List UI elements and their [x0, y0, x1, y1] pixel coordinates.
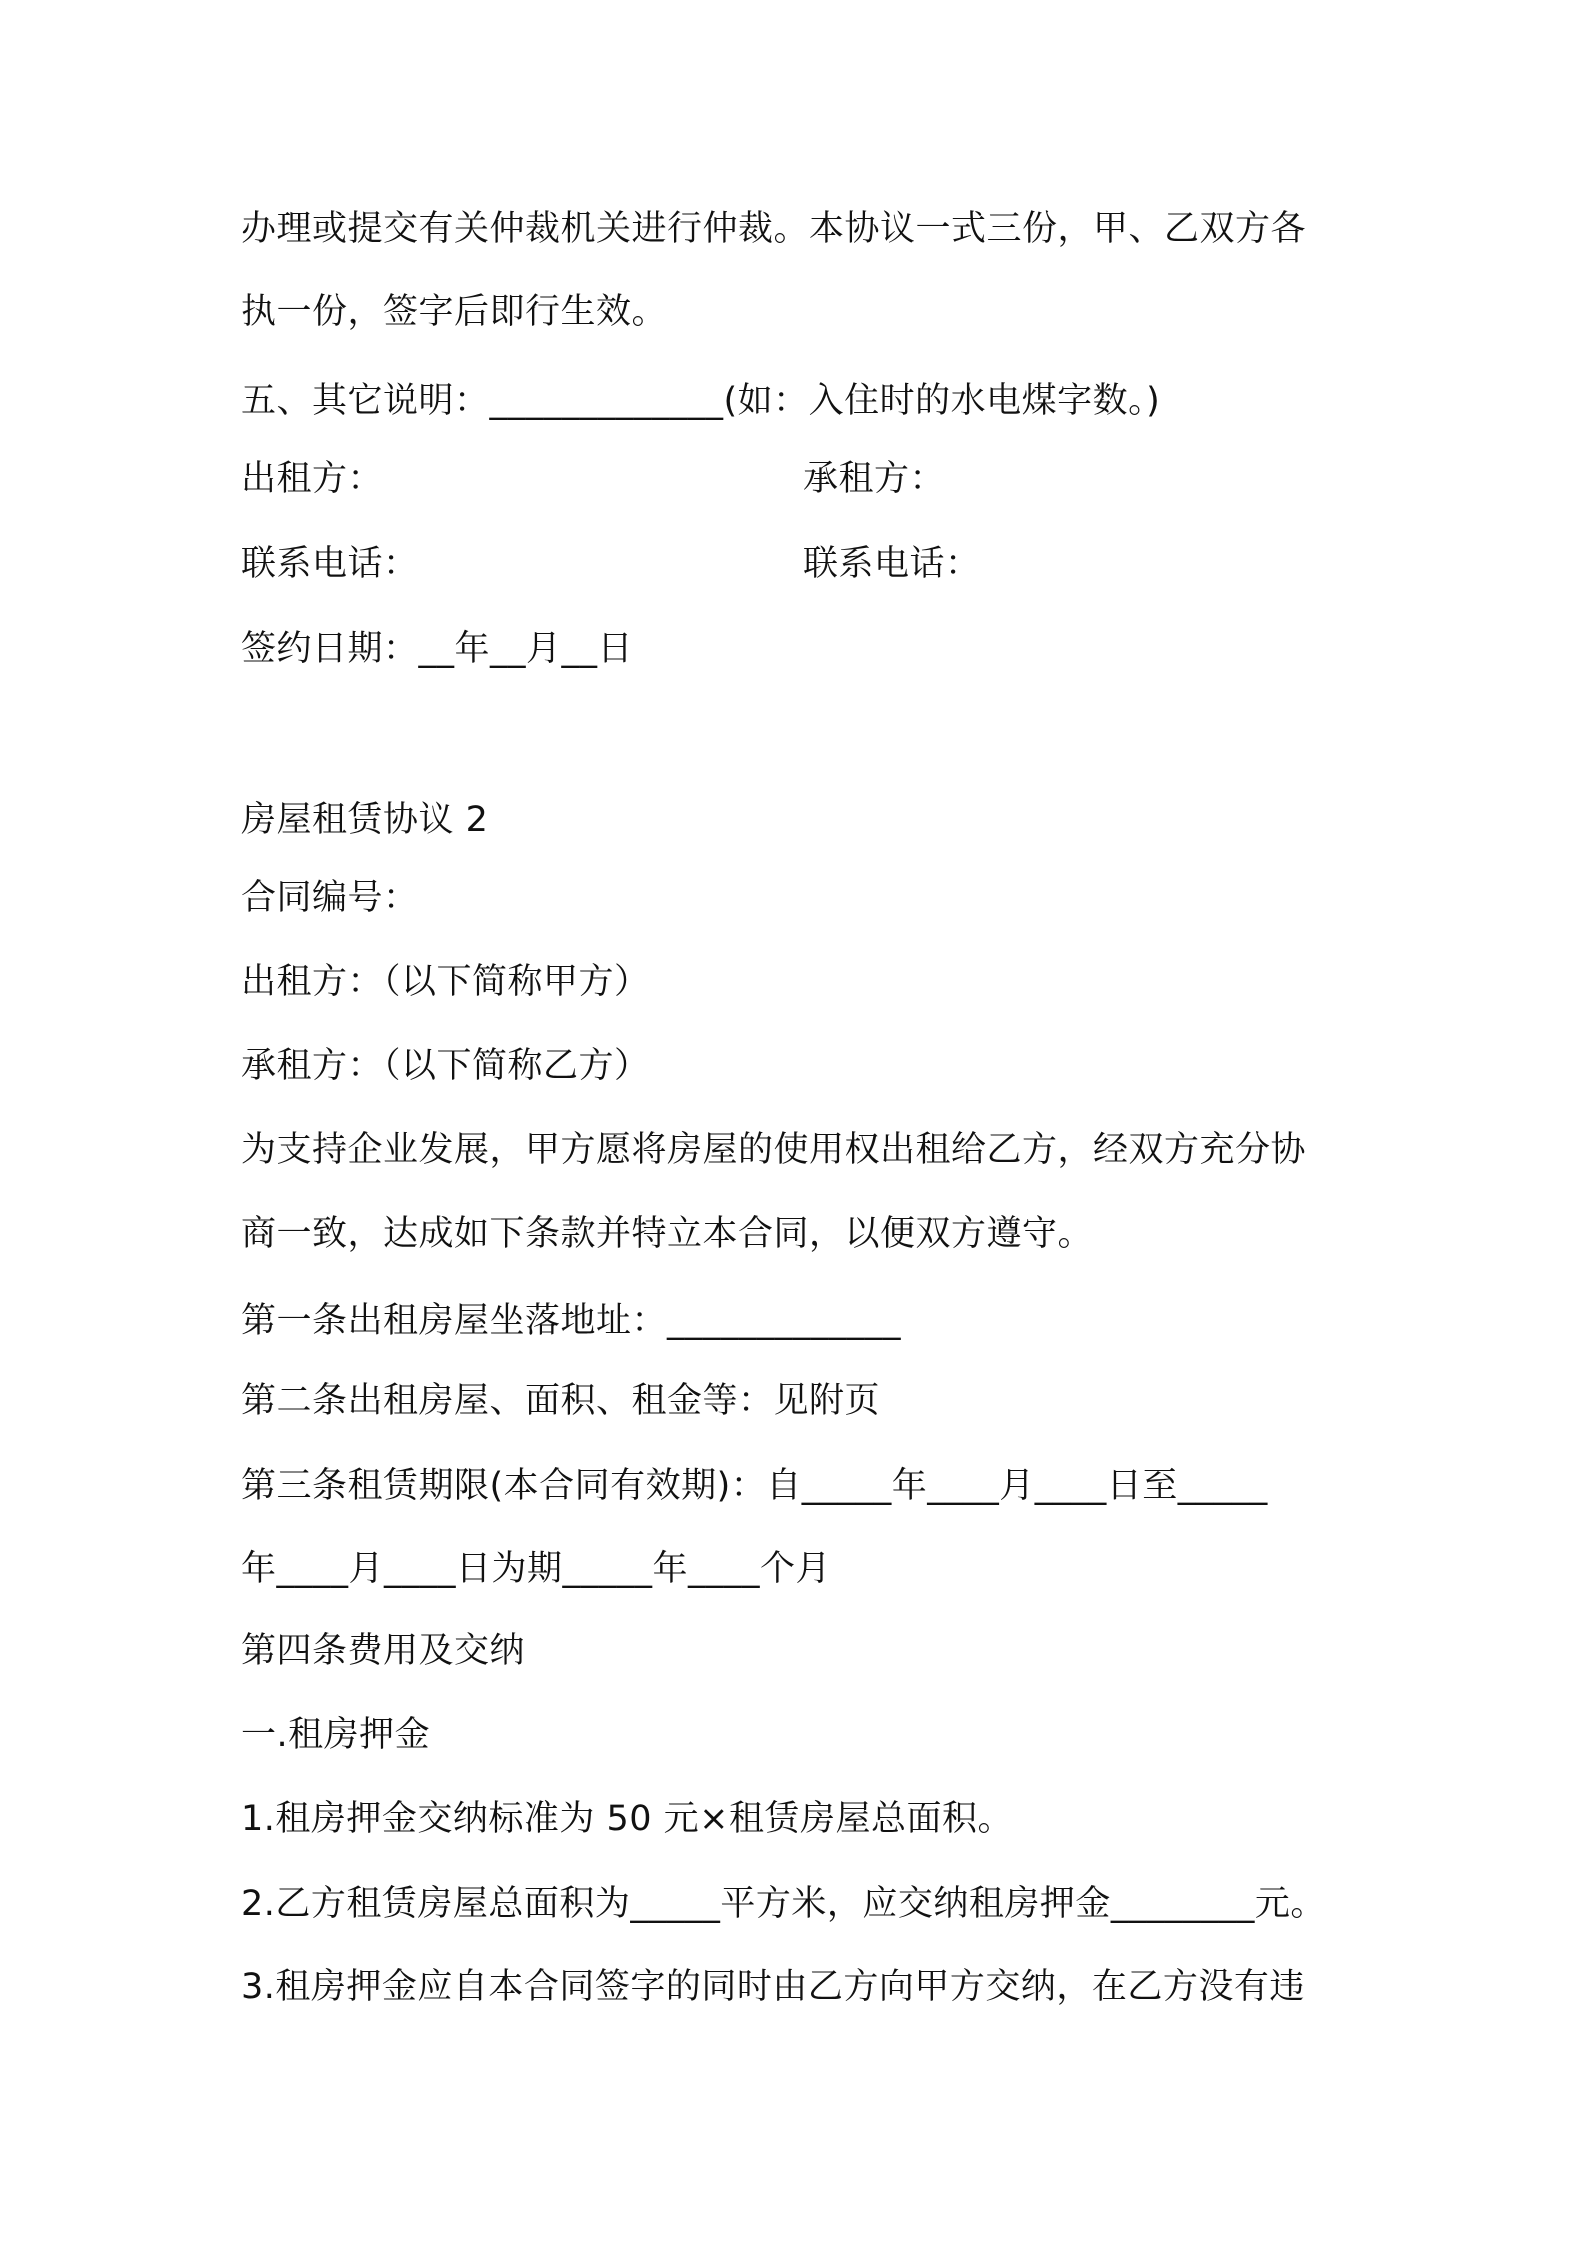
deposit-item-1: 1.租房押金交纳标准为 50 元×租赁房屋总面积。 — [241, 1799, 1014, 1839]
arbitration-text-line-2: 执一份，签字后即行生效。 — [241, 292, 668, 332]
lessor-phone-label: 联系电话： — [241, 544, 419, 584]
lessee-party-line: 承租方：（以下简称乙方） — [241, 1046, 650, 1086]
other-notes-line: 五、其它说明：_____________(如：入住时的水电煤字数。) — [241, 381, 1161, 421]
sign-date-line: 签约日期：__年__月__日 — [241, 629, 634, 669]
lessor-signature-label: 出租方： — [241, 459, 384, 499]
article-3-term-line-1: 第三条租赁期限(本合同有效期)：自_____年____月____日至_____ — [241, 1466, 1268, 1506]
agreement-title: 房屋租赁协议 2 — [241, 800, 489, 840]
deposit-heading: 一.租房押金 — [241, 1715, 431, 1755]
lessee-signature-label: 承租方： — [803, 459, 946, 499]
article-4-heading: 第四条费用及交纳 — [241, 1631, 526, 1671]
deposit-item-2: 2.乙方租赁房屋总面积为_____平方米，应交纳租房押金________元。 — [241, 1884, 1326, 1924]
contract-number-label: 合同编号： — [241, 878, 419, 918]
article-3-term-line-2: 年____月____日为期_____年____个月 — [241, 1549, 832, 1589]
arbitration-text-line-1: 办理或提交有关仲裁机关进行仲裁。本协议一式三份，甲、乙双方各 — [241, 209, 1307, 249]
article-1-address: 第一条出租房屋坐落地址：_____________ — [241, 1301, 902, 1341]
article-2-area-rent: 第二条出租房屋、面积、租金等：见附页 — [241, 1381, 881, 1421]
intro-text-line-2: 商一致，达成如下条款并特立本合同，以便双方遵守。 — [241, 1214, 1094, 1254]
intro-text-line-1: 为支持企业发展，甲方愿将房屋的使用权出租给乙方，经双方充分协 — [241, 1130, 1307, 1170]
deposit-item-3: 3.租房押金应自本合同签字的同时由乙方向甲方交纳，在乙方没有违 — [241, 1967, 1305, 2007]
lessor-party-line: 出租方：（以下简称甲方） — [241, 962, 650, 1002]
lessee-phone-label: 联系电话： — [803, 544, 981, 584]
